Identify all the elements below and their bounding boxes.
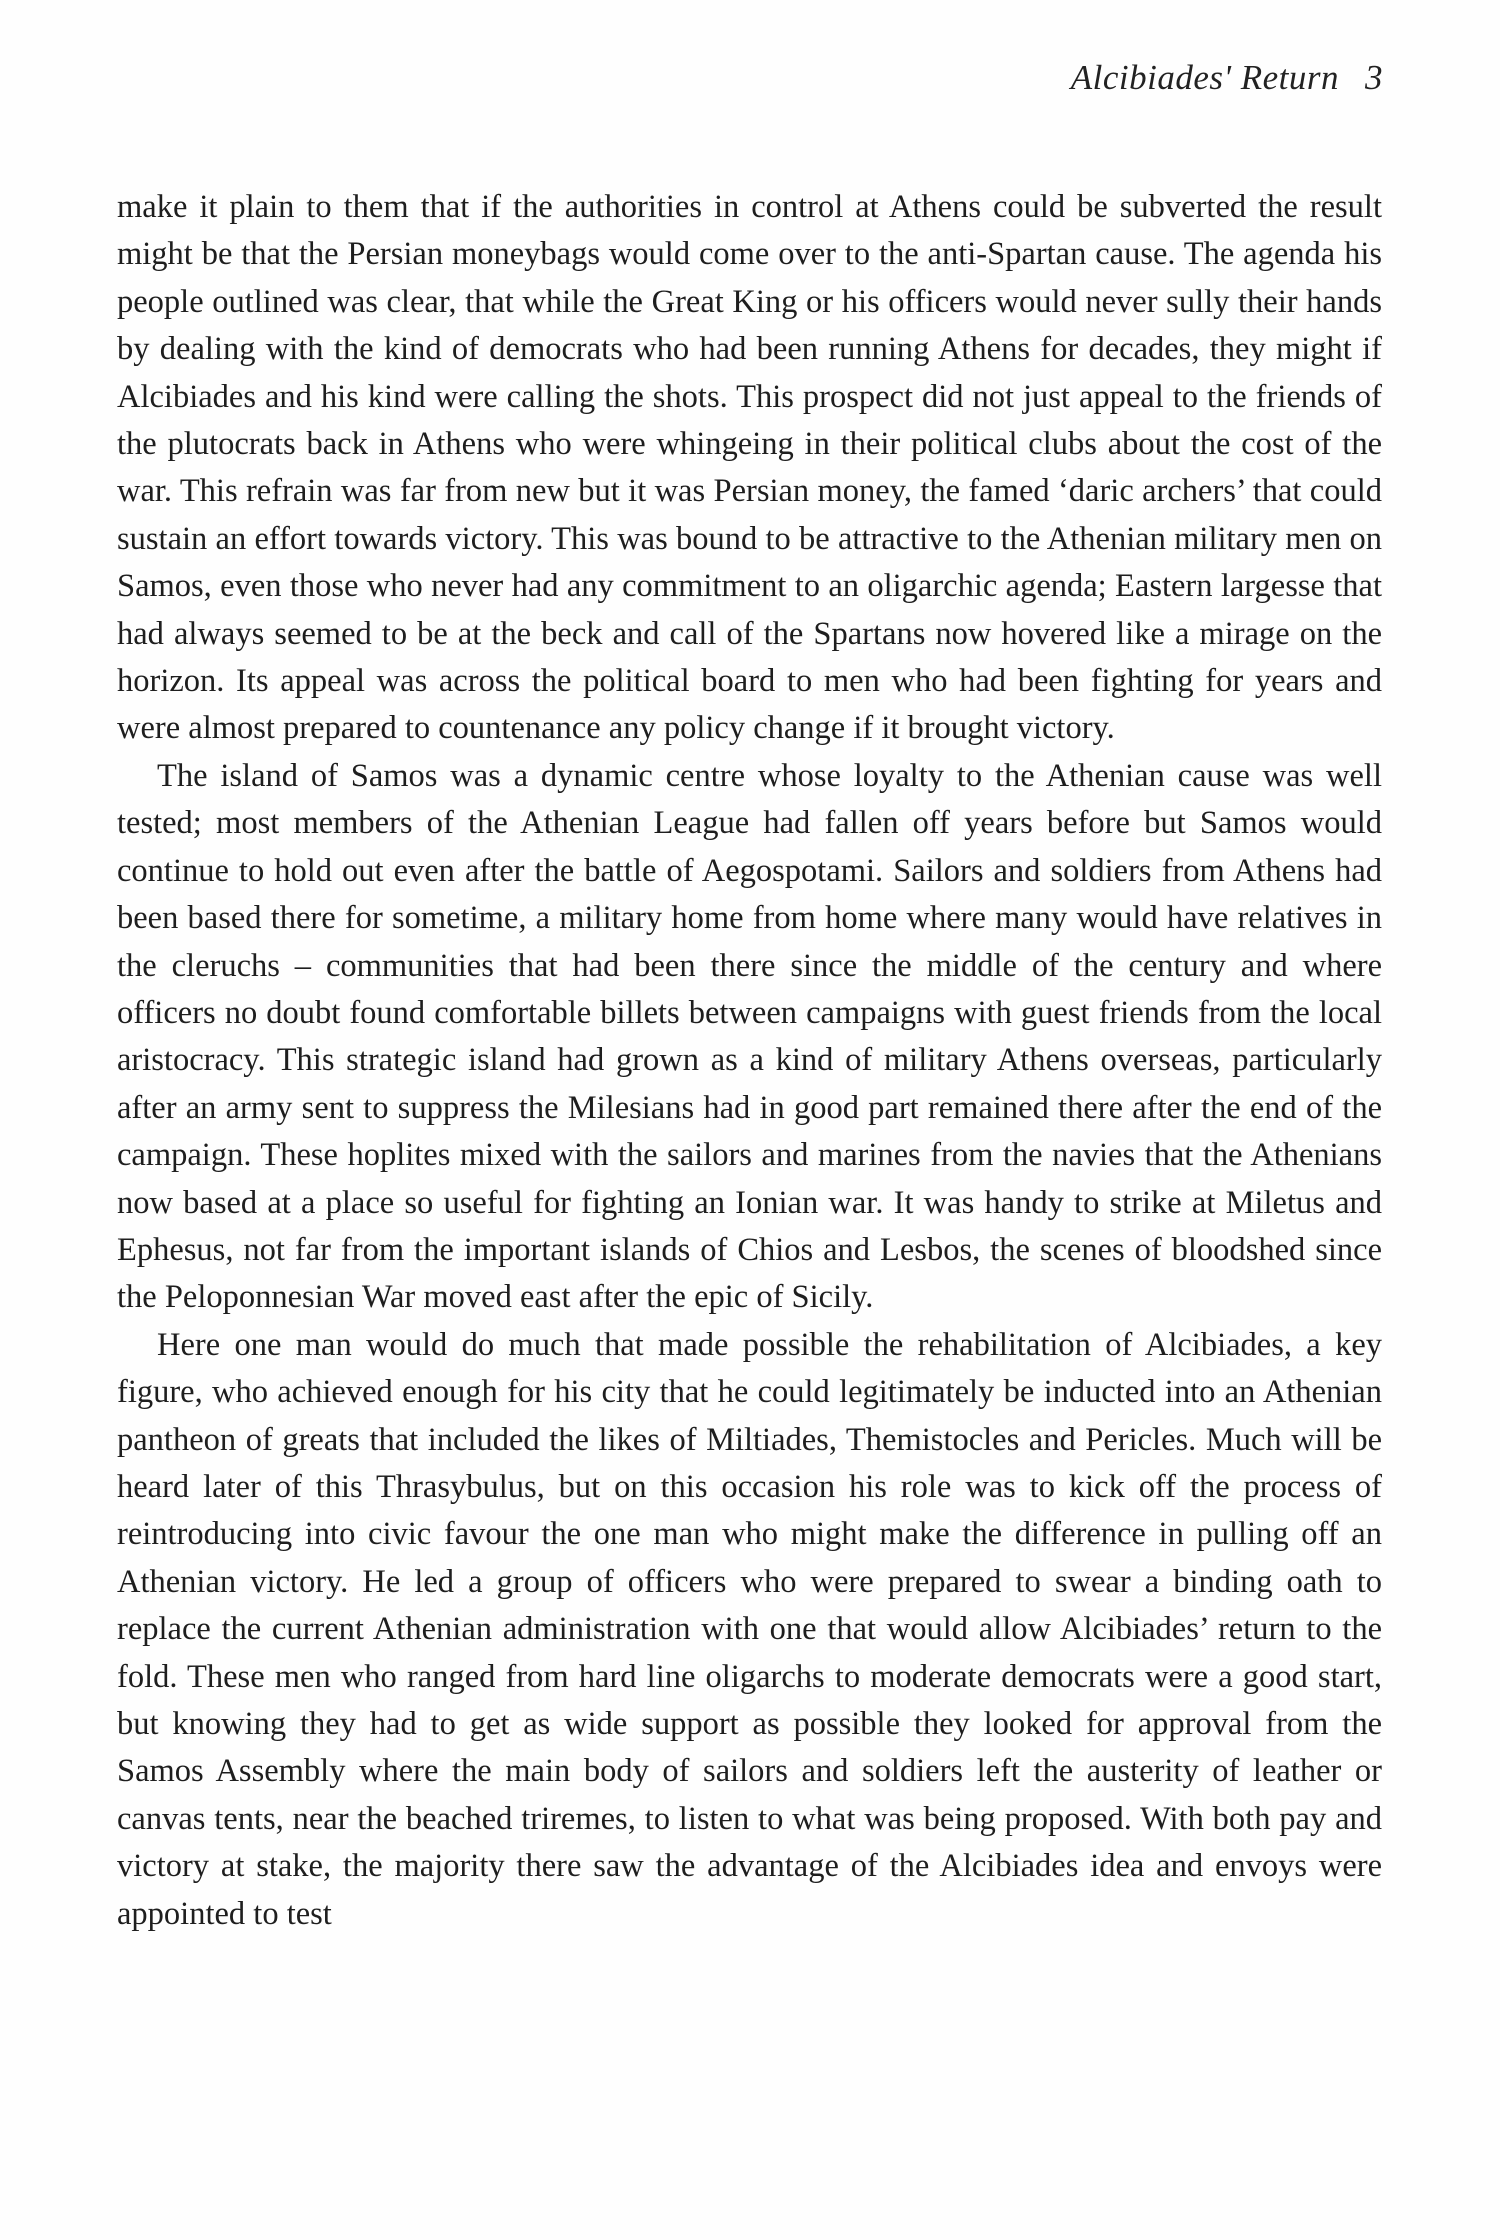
running-head-title: Alcibiades' Return xyxy=(1070,58,1339,97)
running-head xyxy=(1071,58,1383,98)
paragraph-2: The island of Samos was a dynamic centre whose loyalty to the Athenian cause was well tested; most members of the Athenian League had fallen off years before but Samos would continue to hold out even after the battle of Aegospotami. Sailors and soldiers from Athens had been based there for sometime, a military home from home where many would have relatives in the cleruchs – communities that had been there since the middle of the century and where officers no doubt found comfortable billets between campaigns with guest friends from the local aristocracy. This strategic island had grown as a kind of military Athens overseas, particularly after an army sent to suppress the Milesians had in good part remained there after the end of the campaign. These hoplites mixed with the sailors and marines from the navies that the Athenians now based at a place so useful for fighting an Ionian war. It was handy to strike at Miletus and Ephesus, not far from the important islands of Chios and Lesbos, the scenes of bloodshed since the Peloponnesian War moved east after the epic of Sicily. xyxy=(117,757,1382,1316)
body-text xyxy=(117,184,1382,1938)
page-number: 3 xyxy=(1365,58,1383,97)
paragraph-3: Here one man would do much that made possible the rehabilitation of Alcibiades, a key figure, who achieved enough for his city that he could legitimately be inducted into an Athenian pantheon of greats that included the likes of Miltiades, Themistocles and Pericles. Much will be heard later of this Thrasybulus, but on this occasion his role was to kick off the process of reintroducing into civic favour the one man who might make the difference in pulling off an Athenian victory. He led a group of officers who were prepared to swear a binding oath to replace the current Athenian administration with one that would allow Alcibiades’ return to the fold. These men who ranged from hard line oligarchs to moderate democrats were a good start, but knowing they had to get as wide support as possible they looked for approval from the Samos Assembly where the main body of sailors and soldiers left the austerity of leather or canvas tents, near the beached triremes, to listen to what was being proposed. With both pay and victory at stake, the majority there saw the advantage of the Alcibiades idea and envoys were appointed to test xyxy=(117,1326,1382,1932)
paragraph-1: make it plain to them that if the authorities in control at Athens could be subverted the result might be that the Persian moneybags would come over to the anti-Spartan cause. The agenda his people outlined was clear, that while the Great King or his officers would never sully their hands by dealing with the kind of democrats who had been running Athens for decades, they might if Alcibiades and his kind were calling the shots. This prospect did not just appeal to the friends of the plutocrats back in Athens who were whingeing in their political clubs about the cost of the war. This refrain was far from new but it was Persian money, the famed ‘daric archers’ that could sustain an effort towards victory. This was bound to be attractive to the Athenian military men on Samos, even those who never had any commitment to an oligarchic agenda; Eastern largesse that had always seemed to be at the beck and call of the Spartans now hovered like a mirage on the horizon. Its appeal was across the political board to men who had been fighting for years and were almost prepared to countenance any policy change if it brought victory. xyxy=(117,189,1382,747)
